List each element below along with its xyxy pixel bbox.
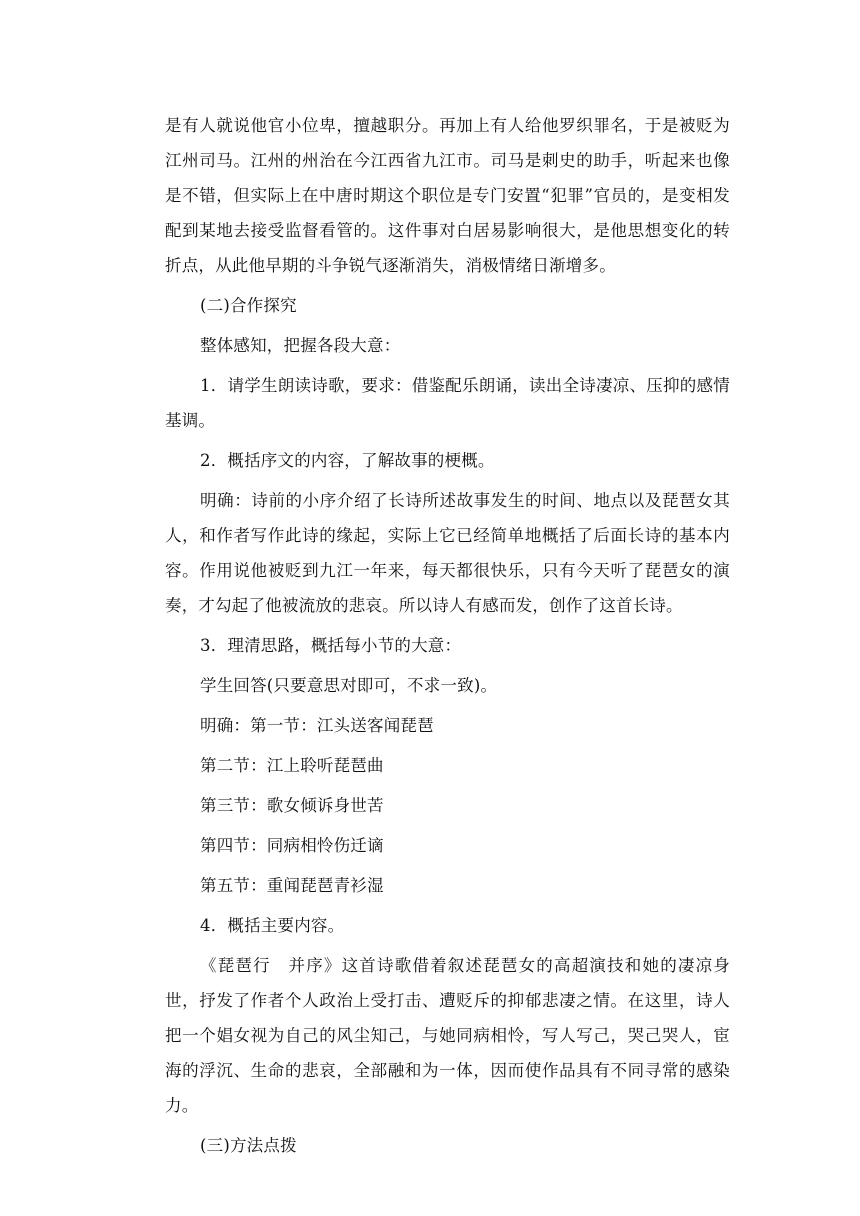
paragraph-clarification-preface: 明确：诗前的小序介绍了长诗所述故事发生的时间、地点以及琵琶女其人，和作者写作此诗的缘起，实际上它已经简单地概括了后面长诗的基本内容。作用说他被贬到九江一年来，每天都很快乐，只有今天听了琵琶女的演奏，才勾起了他被流放的悲哀。所以诗人有感而发，创作了这首长诗。 xyxy=(165,491,730,615)
list-item-2: 2．概括序文的内容，了解故事的梗概。 xyxy=(200,451,495,470)
paragraph-continued: 是有人就说他官小位卑，擅越职分。再加上有人给他罗织罪名，于是被贬为江州司马。江州的州治在今江西省九江市。司马是刺史的助手，听起来也像是不错，但实际上在中唐时期这个职位是专门安置“犯罪”官员的，是变相发配到某地去接受监督看管的。这件事对白居易影响很大，是他思想变化的转折点，从此他早期的斗争锐气逐渐消失，消极情绪日渐增多。 xyxy=(165,116,730,275)
section-summary-3: 第三节：歌女倾诉身世苦 xyxy=(200,796,384,815)
section-summary-5: 第五节：重闻琵琶青衫湿 xyxy=(200,876,384,895)
paragraph-main-content: 《琵琶行 并序》这首诗歌借着叙述琵琶女的高超演技和她的凄凉身世，抒发了作者个人政治上受打击、遭贬斥的抑郁悲凄之情。在这里，诗人把一个娼女视为自己的风尘知己，与她同病相怜，写人写己，哭己哭人，宦海的浮沉、生命的悲哀，全部融和为一体，因而使作品具有不同寻常的感染力。 xyxy=(165,956,730,1115)
document-body xyxy=(165,108,730,1168)
list-item-3: 3．理清思路，概括每小节的大意： xyxy=(200,636,462,655)
section-summary-4: 第四节：同病相怜伤迁谪 xyxy=(200,836,384,855)
list-item-4: 4．概括主要内容。 xyxy=(200,916,345,935)
paragraph-student-answer: 学生回答(只要意思对即可，不求一致)。 xyxy=(200,676,498,695)
section-heading-method-tips: (三)方法点拨 xyxy=(200,1136,297,1155)
paragraph-overview: 整体感知，把握各段大意： xyxy=(200,336,401,355)
list-item-1: 1．请学生朗读诗歌，要求：借鉴配乐朗诵，读出全诗凄凉、压抑的感情基调。 xyxy=(165,376,730,430)
section-summary-2: 第二节：江上聆听琵琶曲 xyxy=(200,756,384,775)
section-summary-1: 明确：第一节：江头送客闻琵琶 xyxy=(200,716,434,735)
section-heading-cooperative-inquiry: (二)合作探究 xyxy=(200,296,297,315)
